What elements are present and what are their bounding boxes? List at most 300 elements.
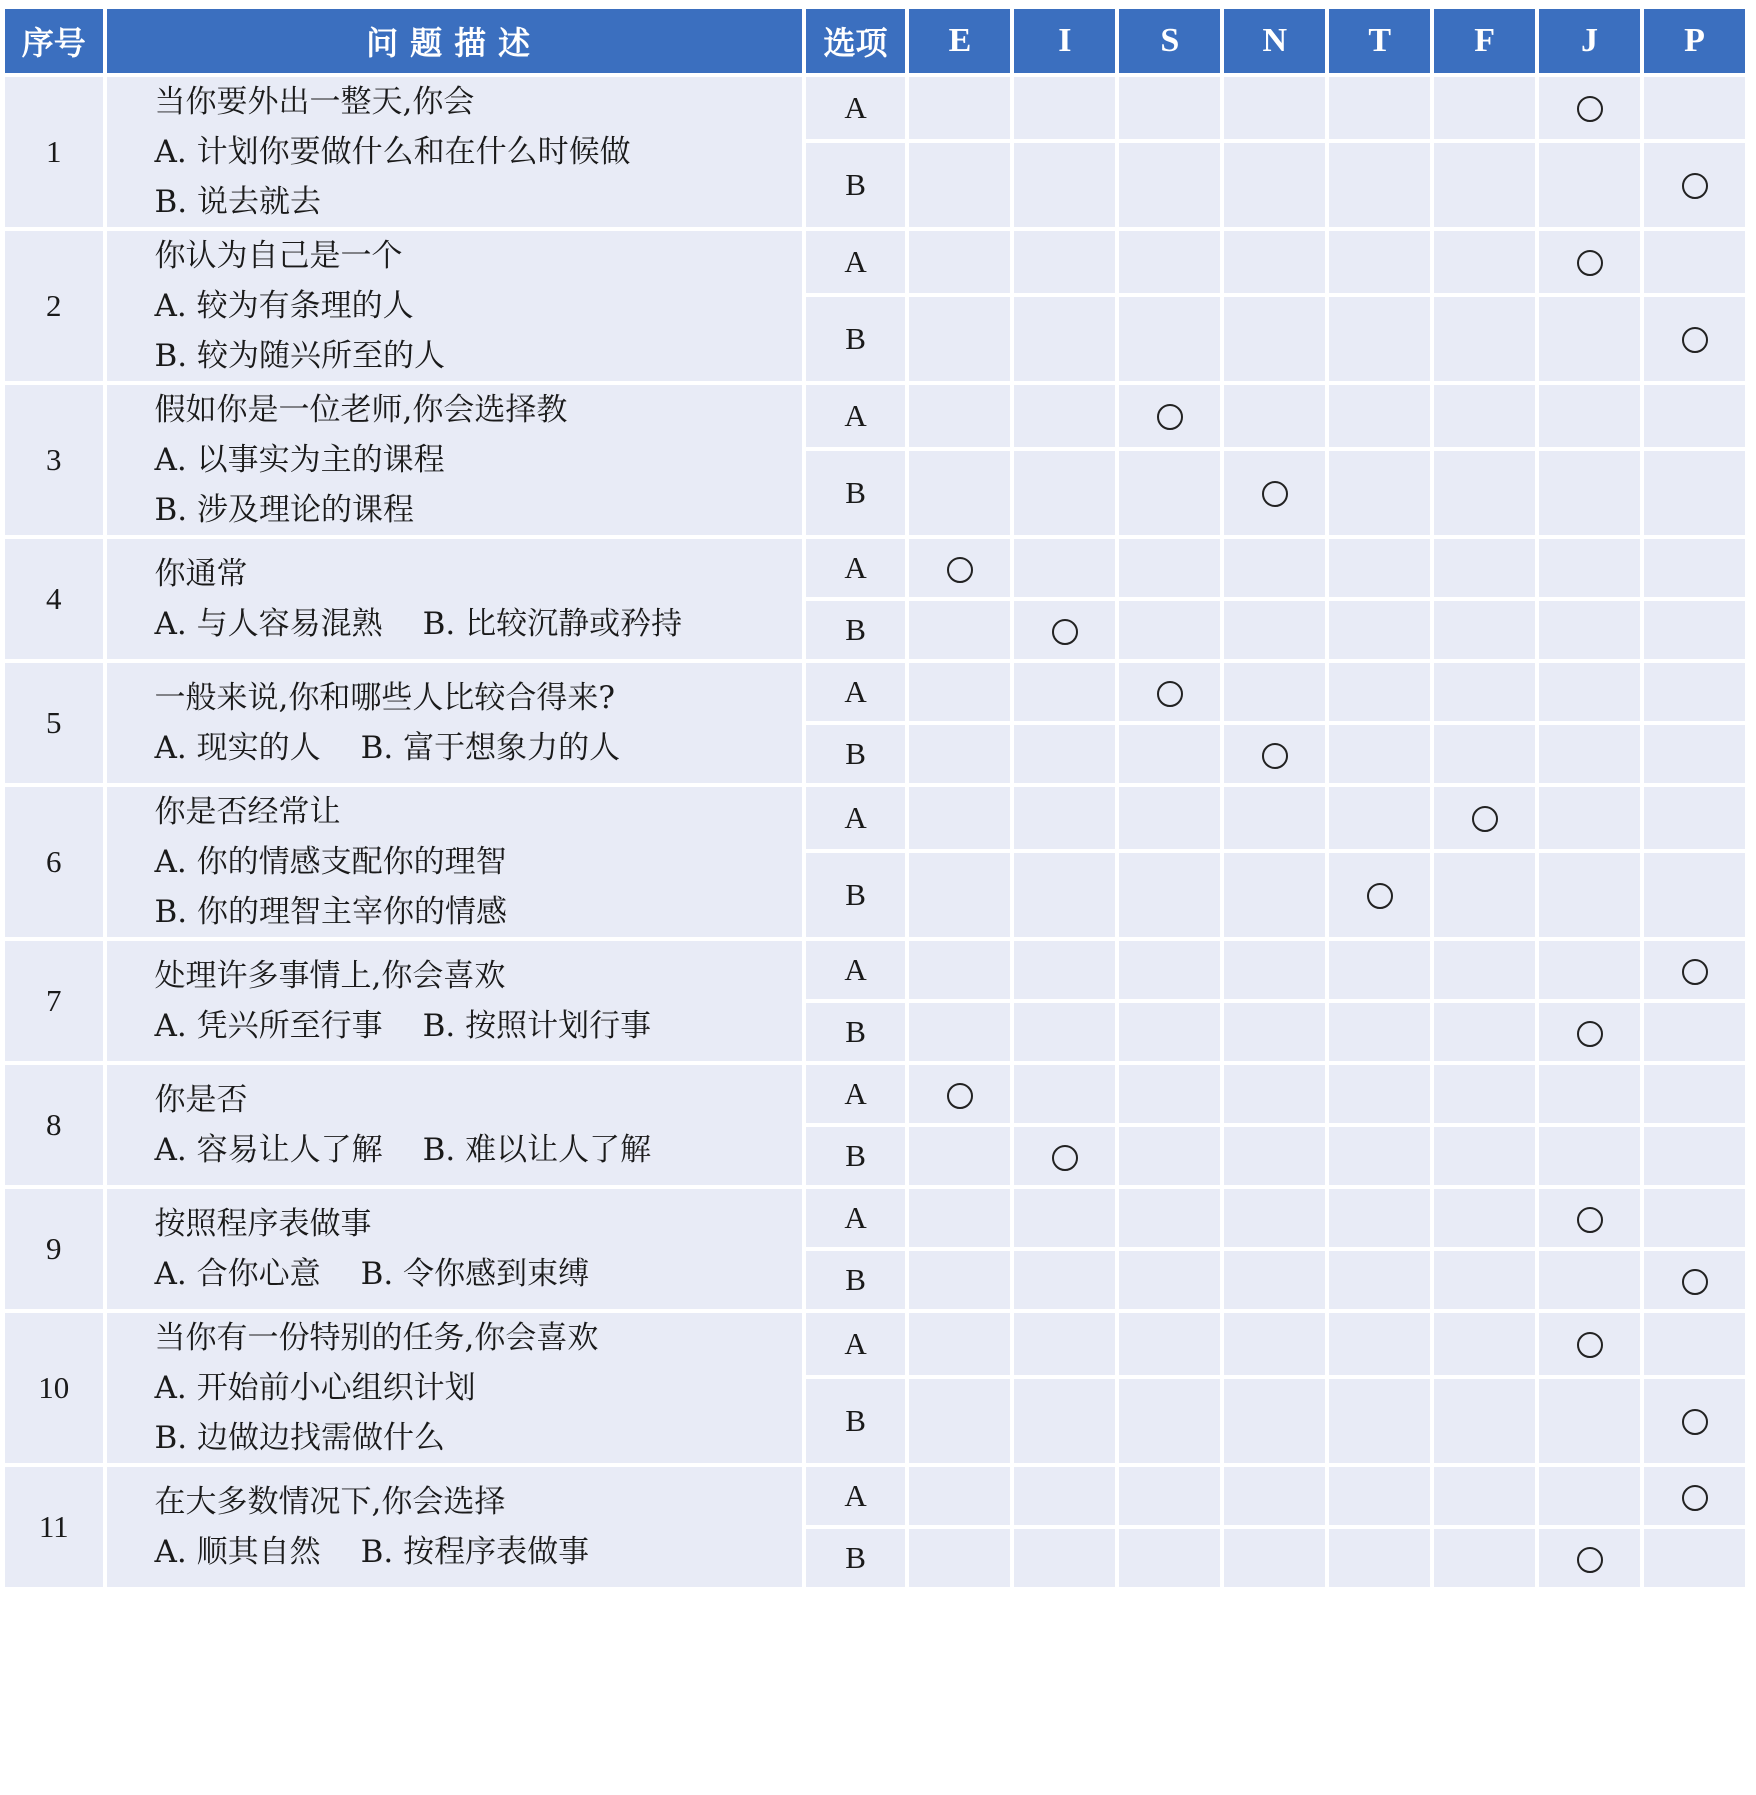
type-cell-S: [1119, 853, 1220, 937]
type-cell-S: [1119, 1003, 1220, 1061]
type-cell-J: [1539, 231, 1640, 293]
type-cell-I: [1014, 1003, 1115, 1061]
table-row: [5, 539, 1745, 597]
type-cell-F: [1434, 539, 1535, 597]
type-cell-J: [1539, 941, 1640, 999]
circle-mark-icon: [947, 557, 973, 583]
type-cell-T: [1329, 1189, 1430, 1247]
type-cell-F: [1434, 941, 1535, 999]
answer-choice-text: A. 你的情感支配你的理智: [154, 844, 507, 880]
type-cell-F: [1434, 143, 1535, 227]
type-cell-N: [1224, 1127, 1325, 1185]
type-cell-I: [1014, 1379, 1115, 1463]
type-cell-S: [1119, 451, 1220, 535]
option-label: A: [806, 385, 906, 447]
type-cell-E: [909, 1467, 1010, 1525]
header-type-S: S: [1119, 9, 1220, 73]
answer-choice-text: A. 计划你要做什么和在什么时候做: [154, 134, 631, 170]
question-text: 当你有一份特别的任务,你会喜欢: [154, 1320, 599, 1356]
type-cell-N: [1224, 663, 1325, 721]
type-cell-I: [1014, 1529, 1115, 1587]
type-cell-N: [1224, 787, 1325, 849]
type-cell-F: [1434, 1003, 1535, 1061]
answer-choice-text: B. 说去就去: [154, 184, 321, 220]
circle-mark-icon: [1577, 250, 1603, 276]
type-cell-S: [1119, 297, 1220, 381]
type-cell-S: [1119, 663, 1220, 721]
header-option: 选项: [806, 9, 906, 73]
question-description: [107, 1065, 802, 1185]
type-cell-S: [1119, 1379, 1220, 1463]
type-cell-F: [1434, 601, 1535, 659]
question-description: [107, 77, 802, 227]
question-number: 4: [5, 539, 103, 659]
question-number: 6: [5, 787, 103, 937]
type-cell-I: [1014, 853, 1115, 937]
type-cell-J: [1539, 1379, 1640, 1463]
answer-choice-text: B. 按照计划行事: [422, 1008, 652, 1044]
type-cell-E: [909, 539, 1010, 597]
table-row: [5, 1313, 1745, 1375]
type-cell-T: [1329, 725, 1430, 783]
type-cell-I: [1014, 385, 1115, 447]
type-cell-F: [1434, 1127, 1535, 1185]
type-cell-T: [1329, 385, 1430, 447]
type-cell-N: [1224, 1251, 1325, 1309]
type-cell-T: [1329, 1127, 1430, 1185]
question-description: [107, 941, 802, 1061]
type-cell-J: [1539, 1313, 1640, 1375]
option-label: A: [806, 1313, 906, 1375]
type-cell-P: [1644, 297, 1745, 381]
type-cell-E: [909, 1379, 1010, 1463]
type-cell-P: [1644, 663, 1745, 721]
question-text: 你是否经常让: [154, 794, 341, 830]
type-cell-N: [1224, 1065, 1325, 1123]
type-cell-I: [1014, 787, 1115, 849]
circle-mark-icon: [1367, 883, 1393, 909]
type-cell-T: [1329, 1467, 1430, 1525]
answer-line: [155, 127, 802, 177]
circle-mark-icon: [1157, 681, 1183, 707]
answer-choice-text: A. 开始前小心组织计划: [154, 1370, 476, 1406]
type-cell-J: [1539, 1251, 1640, 1309]
question-number: 2: [5, 231, 103, 381]
type-cell-I: [1014, 231, 1115, 293]
type-cell-N: [1224, 451, 1325, 535]
type-cell-I: [1014, 539, 1115, 597]
type-cell-E: [909, 1189, 1010, 1247]
type-cell-I: [1014, 451, 1115, 535]
type-cell-P: [1644, 1251, 1745, 1309]
answer-choice-text: B. 比较沉静或矜持: [422, 606, 683, 642]
type-cell-J: [1539, 853, 1640, 937]
type-cell-P: [1644, 385, 1745, 447]
question-text: 按照程序表做事: [154, 1206, 372, 1242]
answer-choice-text: A. 顺其自然: [154, 1534, 321, 1570]
type-cell-N: [1224, 601, 1325, 659]
type-cell-J: [1539, 1065, 1640, 1123]
type-cell-P: [1644, 539, 1745, 597]
type-cell-P: [1644, 1467, 1745, 1525]
answer-choice-text: B. 令你感到束缚: [360, 1256, 590, 1292]
type-cell-J: [1539, 77, 1640, 139]
option-label: A: [806, 663, 906, 721]
option-label: B: [806, 601, 906, 659]
type-cell-F: [1434, 231, 1535, 293]
circle-mark-icon: [1577, 1207, 1603, 1233]
type-cell-T: [1329, 231, 1430, 293]
answer-line: [155, 1413, 802, 1463]
option-label: A: [806, 1189, 906, 1247]
answer-choice-text: A. 合你心意: [154, 1256, 321, 1292]
answer-line: [155, 435, 802, 485]
option-label: B: [806, 451, 906, 535]
question-number: 9: [5, 1189, 103, 1309]
question-description: [107, 787, 802, 937]
type-cell-F: [1434, 1189, 1535, 1247]
answer-line: [155, 485, 802, 535]
type-cell-E: [909, 725, 1010, 783]
option-label: B: [806, 853, 906, 937]
type-cell-P: [1644, 1313, 1745, 1375]
type-cell-F: [1434, 1379, 1535, 1463]
type-cell-T: [1329, 1003, 1430, 1061]
type-cell-N: [1224, 1467, 1325, 1525]
type-cell-J: [1539, 297, 1640, 381]
type-cell-S: [1119, 1065, 1220, 1123]
answer-line: [155, 1363, 802, 1413]
type-cell-F: [1434, 385, 1535, 447]
answer-choice-text: B. 较为随兴所至的人: [154, 338, 445, 374]
type-cell-F: [1434, 663, 1535, 721]
type-cell-P: [1644, 231, 1745, 293]
circle-mark-icon: [1682, 1409, 1708, 1435]
type-cell-E: [909, 787, 1010, 849]
type-cell-T: [1329, 143, 1430, 227]
answer-choice-text: B. 按程序表做事: [360, 1534, 590, 1570]
type-cell-S: [1119, 1313, 1220, 1375]
type-cell-P: [1644, 1379, 1745, 1463]
option-label: A: [806, 787, 906, 849]
type-cell-E: [909, 297, 1010, 381]
type-cell-I: [1014, 297, 1115, 381]
type-cell-J: [1539, 1127, 1640, 1185]
type-cell-E: [909, 853, 1010, 937]
type-cell-J: [1539, 1189, 1640, 1247]
question-description: [107, 1189, 802, 1309]
type-cell-I: [1014, 725, 1115, 783]
type-cell-I: [1014, 1313, 1115, 1375]
question-description: [107, 1313, 802, 1463]
answer-choice-text: A. 现实的人: [154, 730, 321, 766]
question-description: [107, 231, 802, 381]
option-label: B: [806, 297, 906, 381]
option-label: B: [806, 1251, 906, 1309]
type-cell-N: [1224, 1003, 1325, 1061]
answer-choice-text: A. 凭兴所至行事: [154, 1008, 383, 1044]
type-cell-P: [1644, 1065, 1745, 1123]
type-cell-P: [1644, 1189, 1745, 1247]
answer-line: [155, 1249, 802, 1299]
answer-line: [155, 1001, 802, 1051]
type-cell-S: [1119, 1127, 1220, 1185]
type-cell-J: [1539, 725, 1640, 783]
type-cell-E: [909, 231, 1010, 293]
type-cell-I: [1014, 941, 1115, 999]
type-cell-T: [1329, 1379, 1430, 1463]
answer-line: [155, 837, 802, 887]
question-number: 5: [5, 663, 103, 783]
table-row: [5, 77, 1745, 139]
type-cell-S: [1119, 1467, 1220, 1525]
type-cell-J: [1539, 385, 1640, 447]
type-cell-F: [1434, 77, 1535, 139]
type-cell-P: [1644, 451, 1745, 535]
type-cell-I: [1014, 663, 1115, 721]
question-number: 1: [5, 77, 103, 227]
type-cell-I: [1014, 1189, 1115, 1247]
type-cell-T: [1329, 601, 1430, 659]
type-cell-I: [1014, 77, 1115, 139]
table-row: [5, 663, 1745, 721]
type-cell-E: [909, 1127, 1010, 1185]
circle-mark-icon: [1577, 96, 1603, 122]
type-cell-E: [909, 1065, 1010, 1123]
type-cell-S: [1119, 77, 1220, 139]
option-label: A: [806, 231, 906, 293]
type-cell-F: [1434, 1529, 1535, 1587]
circle-mark-icon: [1052, 619, 1078, 645]
type-cell-I: [1014, 1127, 1115, 1185]
type-cell-N: [1224, 231, 1325, 293]
type-cell-N: [1224, 1379, 1325, 1463]
question-text: 你是否: [154, 1082, 248, 1118]
circle-mark-icon: [1682, 1485, 1708, 1511]
circle-mark-icon: [947, 1083, 973, 1109]
type-cell-N: [1224, 297, 1325, 381]
type-cell-N: [1224, 853, 1325, 937]
type-cell-J: [1539, 663, 1640, 721]
mbti-question-table: [1, 5, 1749, 1591]
header-type-J: J: [1539, 9, 1640, 73]
type-cell-T: [1329, 451, 1430, 535]
answer-line: [155, 723, 802, 773]
type-cell-F: [1434, 1313, 1535, 1375]
type-cell-P: [1644, 77, 1745, 139]
table-row: [5, 787, 1745, 849]
question-text: 处理许多事情上,你会喜欢: [154, 958, 506, 994]
answer-line: [155, 281, 802, 331]
option-label: A: [806, 1467, 906, 1525]
type-cell-N: [1224, 941, 1325, 999]
type-cell-S: [1119, 1251, 1220, 1309]
circle-mark-icon: [1577, 1332, 1603, 1358]
header-type-E: E: [909, 9, 1010, 73]
question-text: 一般来说,你和哪些人比较合得来?: [154, 680, 615, 716]
table-row: [5, 1065, 1745, 1123]
type-cell-E: [909, 385, 1010, 447]
answer-choice-text: B. 富于想象力的人: [360, 730, 621, 766]
type-cell-J: [1539, 451, 1640, 535]
type-cell-S: [1119, 385, 1220, 447]
type-cell-E: [909, 1313, 1010, 1375]
circle-mark-icon: [1577, 1547, 1603, 1573]
type-cell-F: [1434, 853, 1535, 937]
type-cell-E: [909, 1251, 1010, 1309]
circle-mark-icon: [1052, 1145, 1078, 1171]
type-cell-N: [1224, 77, 1325, 139]
question-text: 当你要外出一整天,你会: [154, 84, 475, 120]
answer-choice-text: A. 以事实为主的课程: [154, 442, 445, 478]
type-cell-S: [1119, 231, 1220, 293]
type-cell-P: [1644, 853, 1745, 937]
circle-mark-icon: [1682, 327, 1708, 353]
type-cell-P: [1644, 1003, 1745, 1061]
circle-mark-icon: [1472, 806, 1498, 832]
type-cell-I: [1014, 1065, 1115, 1123]
type-cell-T: [1329, 787, 1430, 849]
type-cell-N: [1224, 725, 1325, 783]
type-cell-I: [1014, 1251, 1115, 1309]
type-cell-N: [1224, 1529, 1325, 1587]
type-cell-F: [1434, 787, 1535, 849]
table-row: [5, 1467, 1745, 1525]
type-cell-T: [1329, 539, 1430, 597]
question-text: 假如你是一位老师,你会选择教: [154, 392, 568, 428]
type-cell-E: [909, 663, 1010, 721]
answer-line: [155, 599, 802, 649]
type-cell-E: [909, 601, 1010, 659]
question-number: 8: [5, 1065, 103, 1185]
option-label: A: [806, 77, 906, 139]
type-cell-E: [909, 143, 1010, 227]
type-cell-F: [1434, 1065, 1535, 1123]
type-cell-I: [1014, 601, 1115, 659]
table-row: [5, 1189, 1745, 1247]
option-label: B: [806, 1379, 906, 1463]
circle-mark-icon: [1577, 1021, 1603, 1047]
type-cell-S: [1119, 725, 1220, 783]
circle-mark-icon: [1682, 173, 1708, 199]
option-label: A: [806, 539, 906, 597]
type-cell-P: [1644, 1529, 1745, 1587]
type-cell-T: [1329, 1065, 1430, 1123]
option-label: B: [806, 1529, 906, 1587]
type-cell-S: [1119, 143, 1220, 227]
type-cell-P: [1644, 143, 1745, 227]
type-cell-N: [1224, 1313, 1325, 1375]
answer-choice-text: A. 容易让人了解: [154, 1132, 383, 1168]
question-text: 你认为自己是一个: [154, 238, 403, 274]
type-cell-S: [1119, 787, 1220, 849]
type-cell-N: [1224, 385, 1325, 447]
type-cell-T: [1329, 663, 1430, 721]
question-text: 在大多数情况下,你会选择: [154, 1484, 506, 1520]
table-row: [5, 385, 1745, 447]
option-label: A: [806, 941, 906, 999]
type-cell-T: [1329, 1529, 1430, 1587]
circle-mark-icon: [1262, 743, 1288, 769]
type-cell-E: [909, 77, 1010, 139]
type-cell-P: [1644, 787, 1745, 849]
question-description: [107, 539, 802, 659]
type-cell-S: [1119, 1529, 1220, 1587]
type-cell-J: [1539, 539, 1640, 597]
type-cell-N: [1224, 539, 1325, 597]
question-number: 11: [5, 1467, 103, 1587]
type-cell-T: [1329, 297, 1430, 381]
type-cell-F: [1434, 725, 1535, 783]
question-text: 你通常: [154, 556, 248, 592]
type-cell-S: [1119, 941, 1220, 999]
header-type-T: T: [1329, 9, 1430, 73]
circle-mark-icon: [1157, 404, 1183, 430]
type-cell-T: [1329, 853, 1430, 937]
type-cell-P: [1644, 725, 1745, 783]
answer-line: [155, 331, 802, 381]
type-cell-S: [1119, 601, 1220, 659]
question-number: 7: [5, 941, 103, 1061]
type-cell-J: [1539, 1467, 1640, 1525]
question-description: [107, 663, 802, 783]
question-number: 10: [5, 1313, 103, 1463]
type-cell-J: [1539, 601, 1640, 659]
answer-choice-text: A. 与人容易混熟: [154, 606, 383, 642]
option-label: B: [806, 1003, 906, 1061]
type-cell-E: [909, 941, 1010, 999]
header-type-N: N: [1224, 9, 1325, 73]
answer-line: [155, 887, 802, 937]
type-cell-P: [1644, 1127, 1745, 1185]
circle-mark-icon: [1682, 959, 1708, 985]
type-cell-F: [1434, 1251, 1535, 1309]
table-row: [5, 941, 1745, 999]
answer-line: [155, 1527, 802, 1577]
type-cell-J: [1539, 143, 1640, 227]
type-cell-T: [1329, 941, 1430, 999]
answer-choice-text: B. 难以让人了解: [422, 1132, 652, 1168]
header-type-F: F: [1434, 9, 1535, 73]
type-cell-S: [1119, 1189, 1220, 1247]
header-row: [5, 9, 1745, 73]
answer-choice-text: A. 较为有条理的人: [154, 288, 414, 324]
type-cell-F: [1434, 451, 1535, 535]
type-cell-P: [1644, 941, 1745, 999]
option-label: B: [806, 1127, 906, 1185]
circle-mark-icon: [1682, 1269, 1708, 1295]
question-description: [107, 1467, 802, 1587]
header-type-P: P: [1644, 9, 1745, 73]
type-cell-T: [1329, 1251, 1430, 1309]
option-label: B: [806, 725, 906, 783]
table-row: [5, 231, 1745, 293]
question-description: [107, 385, 802, 535]
type-cell-J: [1539, 1003, 1640, 1061]
option-label: A: [806, 1065, 906, 1123]
type-cell-E: [909, 1003, 1010, 1061]
answer-choice-text: B. 涉及理论的课程: [154, 492, 414, 528]
type-cell-J: [1539, 1529, 1640, 1587]
table-body: [5, 77, 1745, 1587]
type-cell-I: [1014, 1467, 1115, 1525]
answer-line: [155, 1125, 802, 1175]
answer-choice-text: B. 你的理智主宰你的情感: [154, 894, 507, 930]
type-cell-F: [1434, 1467, 1535, 1525]
header-num: 序号: [5, 9, 103, 73]
type-cell-S: [1119, 539, 1220, 597]
question-number: 3: [5, 385, 103, 535]
